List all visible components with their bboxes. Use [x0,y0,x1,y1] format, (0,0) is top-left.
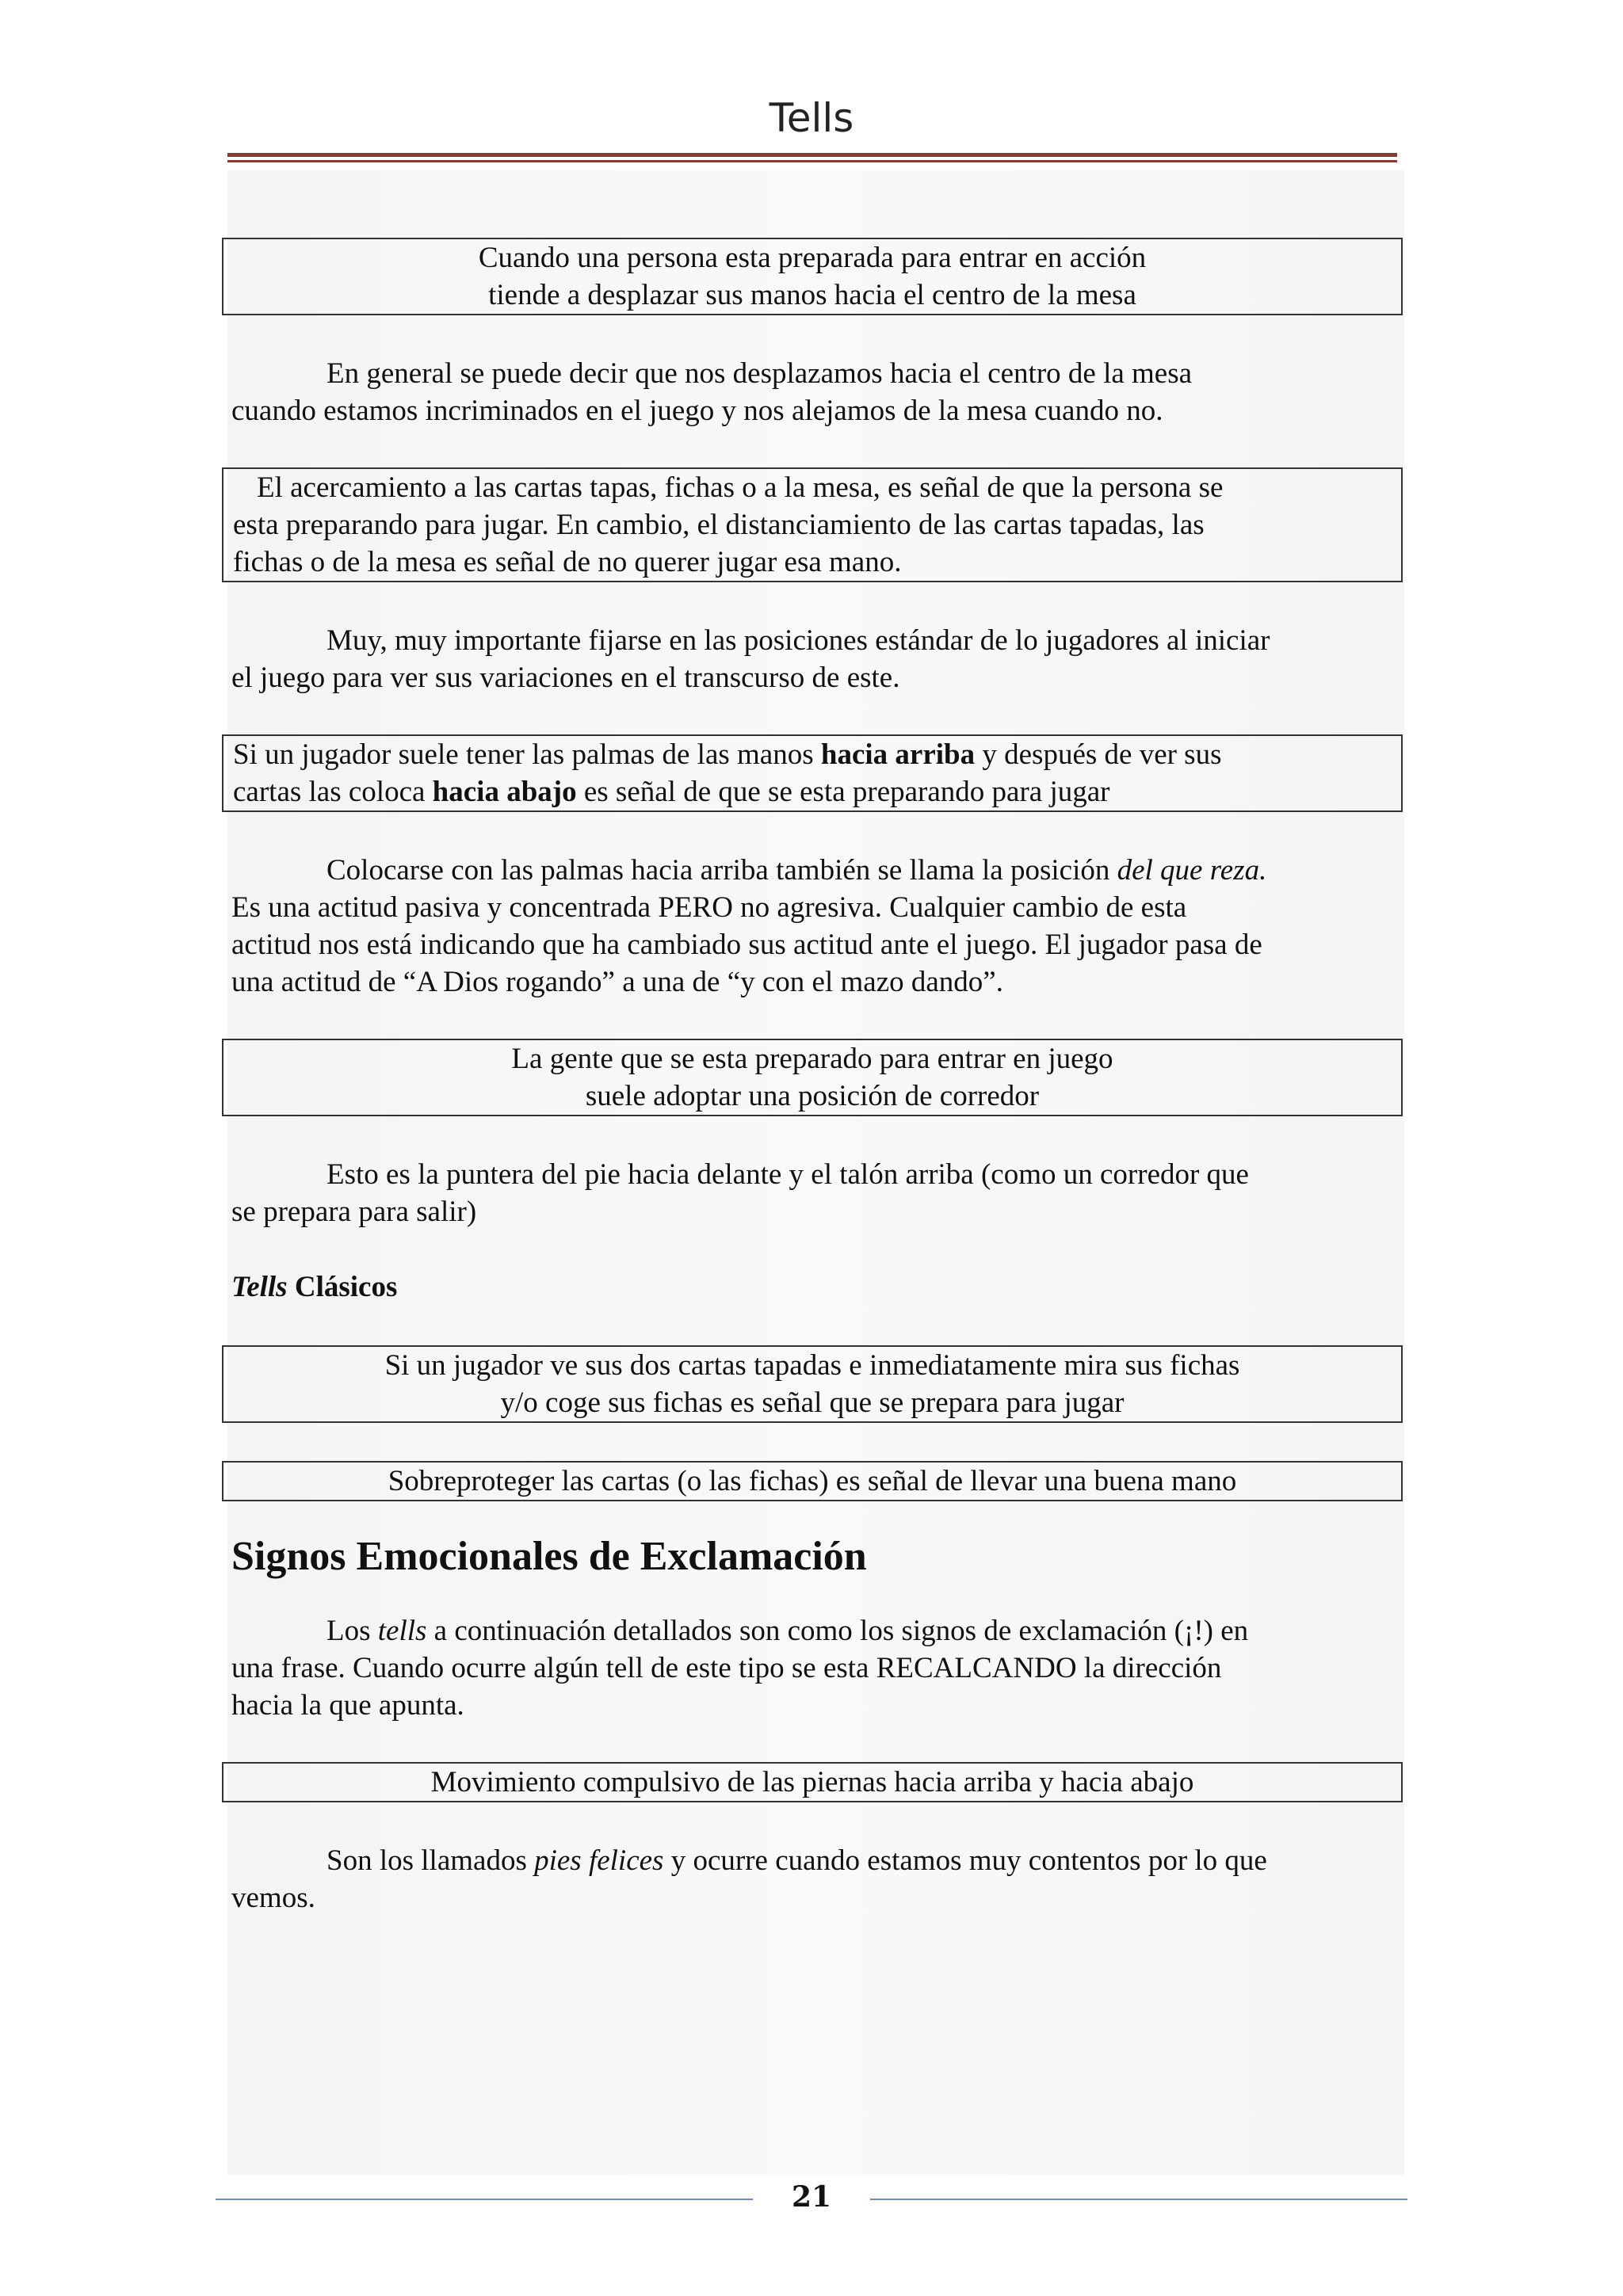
footer-rule-right [870,2199,1407,2200]
callout-box-palms [222,734,1403,812]
callout-line: suele adoptar una posición de corredor [585,1080,1040,1112]
callout-line: Movimiento compulsivo de las piernas hacia arriba y hacia abajo [430,1766,1194,1798]
callout-line: tiende a desplazar sus manos hacia el centro de la mesa [488,279,1136,311]
paragraph-general [222,355,1403,429]
paragraph-line: actitud nos está indicando que ha cambiado sus actitud ante el juego. El jugador pasa de [231,929,1262,961]
paragraph-line: Colocarse con las palmas hacia arriba también se llama la posición del que reza. [327,854,1267,887]
section-heading: Signos Emocionales de Exclamación [231,1534,867,1579]
paragraph-line: Es una actitud pasiva y concentrada PERO no agresiva. Cualquier cambio de esta [231,891,1187,924]
paragraph-line: el juego para ver sus variaciones en el transcurso de este. [231,662,900,694]
paragraph-line: vemos. [231,1882,315,1914]
callout-box-approach [222,467,1403,582]
paragraph-line: una actitud de “A Dios rogando” a una de “y con el mazo dando”. [231,966,1003,998]
page-content [222,238,1403,1917]
paragraph-line: cuando estamos incriminados en el juego y nos alejamos de la mesa cuando no. [231,395,1163,427]
paragraph-happy-feet [222,1842,1403,1917]
callout-line: cartas las coloca hacia abajo es señal de que se esta preparando para jugar [233,776,1110,808]
paragraph-line: una frase. Cuando ocurre algún tell de este tipo se esta RECALCANDO la dirección [231,1652,1222,1684]
paragraph-line: hacia la que apunta. [231,1689,464,1722]
callout-line: El acercamiento a las cartas tapas, fichas o a la mesa, es señal de que la persona se [257,471,1224,504]
callout-box-legs [222,1762,1403,1802]
page-number: 21 [791,2180,832,2214]
callout-line: y/o coge sus fichas es señal que se prepara para jugar [500,1386,1125,1419]
callout-line: Cuando una persona esta preparada para entrar en acción [478,242,1147,274]
paragraph-positions [222,622,1403,696]
paragraph-line: En general se puede decir que nos desplazamos hacia el centro de la mesa [327,357,1193,390]
callout-box-hands-center [222,238,1403,315]
callout-line: esta preparando para jugar. En cambio, el distanciamiento de las cartas tapadas, las [233,509,1205,541]
callout-box-runner [222,1039,1403,1116]
callout-line: La gente que se esta preparado para entrar en juego [511,1043,1113,1075]
paragraph-line: Los tells a continuación detallados son como los signos de exclamación (¡!) en [327,1615,1249,1647]
paragraph-line: Son los llamados pies felices y ocurre cuando estamos muy contentos por lo que [327,1844,1267,1877]
paragraph-exclamation [222,1612,1403,1724]
callout-box-look-chips [222,1345,1403,1423]
callout-line: Si un jugador suele tener las palmas de las manos hacia arriba y después de ver sus [233,738,1222,771]
paragraph-line: Muy, muy importante fijarse en las posiciones estándar de lo jugadores al iniciar [327,624,1270,657]
paragraph-runner [222,1156,1403,1230]
footer-rule-left [216,2199,753,2200]
callout-line: fichas o de la mesa es señal de no querer jugar esa mano. [233,546,902,578]
callout-line: Sobreproteger las cartas (o las fichas) es señal de llevar una buena mano [388,1465,1237,1497]
paragraph-line: se prepara para salir) [231,1196,477,1228]
paragraph-line: Esto es la puntera del pie hacia delante y el talón arriba (como un corredor que [327,1158,1249,1191]
subheading-classic-tells: Tells Clásicos [231,1271,398,1303]
header-rule [227,153,1397,162]
callout-box-overprotect [222,1461,1403,1501]
paragraph-praying [222,852,1403,1001]
running-header-title: Tells [769,95,854,141]
callout-line: Si un jugador ve sus dos cartas tapadas e inmediatamente mira sus fichas [384,1349,1240,1382]
